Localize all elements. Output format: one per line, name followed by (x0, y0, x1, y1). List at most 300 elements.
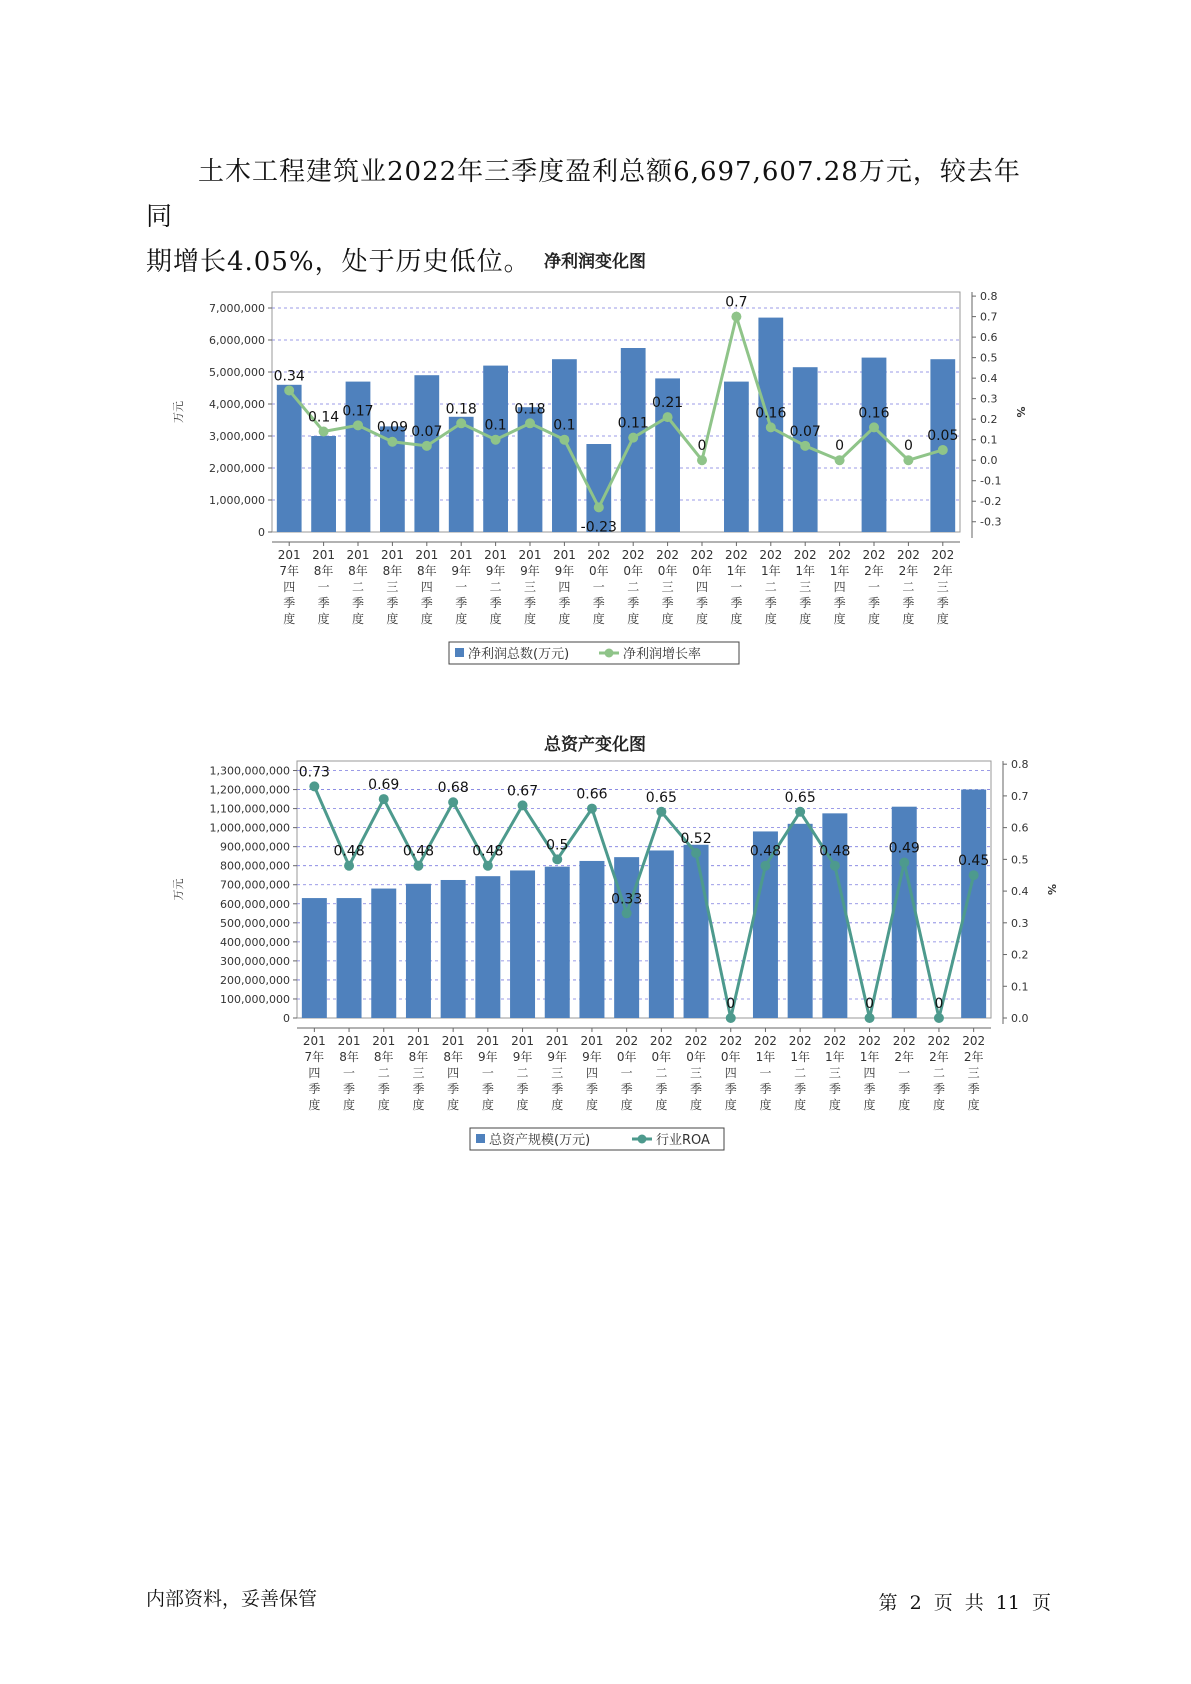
x-tick-label: 度 (898, 1098, 911, 1112)
line-point (413, 861, 423, 871)
line-point (865, 1013, 875, 1023)
x-tick-label: 一 (592, 580, 605, 594)
x-tick-label: 季 (447, 1082, 460, 1096)
y-tick-label: 1,300,000,000 (209, 764, 290, 778)
x-tick-label: 度 (343, 1098, 356, 1112)
x-tick-label: 度 (420, 612, 433, 626)
x-tick-label: 9年 (554, 564, 575, 578)
x-tick-label: 2年 (864, 564, 884, 578)
data-label: 0 (934, 996, 944, 1012)
x-tick-label: 一 (317, 580, 330, 594)
x-tick-label: 1年 (726, 564, 747, 578)
y-tick-label: 800,000,000 (220, 859, 290, 873)
x-tick-label: 度 (308, 1098, 321, 1112)
x-tick-label: 二 (516, 1066, 529, 1080)
y-tick-label: 100,000,000 (220, 992, 290, 1006)
x-tick-label: 度 (523, 612, 537, 626)
line-point (594, 502, 604, 512)
x-tick-label: 季 (551, 1082, 564, 1096)
y-tick-label: 3,000,000 (209, 430, 265, 443)
x-tick-label: 202 (927, 1034, 951, 1048)
x-tick-label: 度 (317, 612, 330, 626)
x-tick-label: 201 (476, 1034, 500, 1048)
x-tick-label: 季 (523, 596, 537, 610)
x-tick-label: 202 (753, 1034, 777, 1048)
x-tick-label: 四 (447, 1066, 460, 1080)
bar (892, 807, 917, 1018)
x-tick-label: 季 (516, 1082, 529, 1096)
x-tick-label: 三 (412, 1066, 425, 1080)
x-tick-label: 三 (661, 580, 674, 594)
x-tick-label: 度 (759, 1098, 772, 1112)
x-tick-label: 季 (655, 1082, 668, 1096)
x-tick-label: 季 (867, 596, 881, 610)
x-tick-label: 二 (351, 580, 365, 594)
line-point (559, 435, 569, 445)
y2-tick-label: 0.3 (980, 392, 998, 406)
x-tick-label: 四 (695, 580, 709, 594)
line-point (422, 441, 432, 451)
x-tick-label: 度 (551, 1098, 564, 1112)
summary-line-2: 期增长4.05%，处于历史低位。 (146, 247, 531, 277)
x-tick-label: 四 (585, 1066, 598, 1080)
x-tick-label: 季 (620, 1082, 633, 1096)
x-tick-label: 9年 (512, 1050, 533, 1064)
x-tick-label: 202 (690, 548, 714, 562)
y2-tick-label: 0.0 (1011, 1012, 1029, 1025)
bar (311, 436, 336, 532)
data-label: 0.1 (484, 417, 507, 434)
y2-tick-label: 0.0 (980, 454, 998, 468)
data-label: 0 (726, 996, 736, 1012)
x-tick-label: 8年 (416, 564, 437, 578)
x-tick-label: 2年 (932, 564, 953, 578)
line-point (309, 781, 319, 791)
x-tick-label: 201 (484, 548, 508, 562)
x-tick-label: 1年 (790, 1050, 810, 1064)
x-tick-label: 9年 (451, 564, 472, 578)
data-label: 0.48 (819, 843, 851, 860)
line-point (344, 861, 354, 871)
footer-page-number: 第 2 页 共 11 页 (878, 1592, 1051, 1614)
x-tick-label: 二 (764, 580, 777, 594)
x-tick-label: 季 (351, 596, 365, 610)
bar (724, 382, 749, 532)
x-tick-label: 一 (898, 1066, 911, 1080)
bar (475, 876, 500, 1018)
x-tick-label: 四 (724, 1066, 737, 1080)
x-tick-label: 季 (412, 1082, 425, 1096)
bar (552, 359, 577, 532)
y2-tick-label: 0.2 (1011, 948, 1029, 962)
data-label: 0 (697, 438, 707, 455)
data-label: 0 (835, 438, 845, 455)
footer-confidential: 内部资料，妥善保管 (146, 1588, 318, 1610)
x-tick-label: 度 (655, 1098, 668, 1112)
line-point (969, 870, 979, 880)
x-tick-label: 季 (932, 1082, 945, 1096)
x-tick-label: 度 (932, 1098, 945, 1112)
x-tick-label: 一 (481, 1066, 494, 1080)
x-tick-label: 季 (317, 596, 330, 610)
x-tick-label: 季 (967, 1082, 980, 1096)
x-tick-label: 三 (551, 1066, 564, 1080)
data-label: 0.66 (576, 786, 608, 803)
x-tick-label: 度 (455, 612, 468, 626)
line-point (766, 422, 776, 432)
x-tick-label: 度 (794, 1098, 807, 1112)
line-point (938, 445, 948, 455)
line-point (830, 861, 840, 871)
data-label: 0.5 (546, 837, 569, 854)
data-label: 0.18 (445, 401, 477, 418)
x-tick-label: 202 (858, 1034, 882, 1048)
x-tick-label: 度 (351, 612, 365, 626)
x-tick-label: 季 (833, 596, 846, 610)
x-tick-label: 季 (936, 596, 949, 610)
line-point (518, 800, 528, 810)
legend-bar-swatch (476, 1134, 485, 1143)
x-tick-label: 度 (516, 1098, 529, 1112)
x-tick-label: 8年 (408, 1050, 429, 1064)
x-tick-label: 度 (412, 1098, 425, 1112)
x-tick-label: 度 (695, 612, 709, 626)
x-tick-label: 202 (793, 548, 817, 562)
legend-line-label: 净利润增长率 (623, 647, 702, 662)
x-tick-label: 四 (283, 580, 296, 594)
x-tick-label: 季 (343, 1082, 356, 1096)
x-tick-label: 季 (558, 596, 571, 610)
x-tick-label: 2年 (894, 1050, 915, 1064)
y-tick-label: 1,000,000,000 (209, 821, 290, 835)
x-tick-label: 度 (967, 1098, 980, 1112)
x-tick-label: 三 (936, 580, 949, 594)
bar (406, 884, 431, 1018)
x-tick-label: 201 (511, 1034, 535, 1048)
y-tick-label: 200,000,000 (220, 973, 290, 987)
chart-title: 总资产变化图 (544, 735, 646, 755)
x-tick-label: 201 (552, 548, 576, 562)
y2-tick-label: -0.3 (980, 515, 1002, 529)
y2-tick-label: 0.3 (1011, 916, 1029, 930)
x-tick-label: 度 (764, 612, 777, 626)
y2-axis-title: % (1014, 406, 1027, 418)
y2-tick-label: 0.4 (980, 372, 998, 386)
legend-line-label: 行业ROA (656, 1133, 710, 1148)
x-tick-label: 1年 (825, 1050, 845, 1064)
x-tick-label: 202 (615, 1034, 639, 1048)
plot-frame (272, 292, 960, 532)
x-tick-label: 度 (730, 612, 743, 626)
line-point (628, 433, 638, 443)
x-tick-label: 季 (627, 596, 640, 610)
data-label: 0.33 (611, 891, 643, 908)
x-tick-label: 0年 (686, 1050, 706, 1064)
y2-tick-label: -0.2 (980, 495, 1002, 509)
x-tick-label: 季 (308, 1082, 321, 1096)
data-label: 0.45 (958, 853, 990, 870)
line-point (319, 426, 329, 436)
chart-title: 净利润变化图 (544, 252, 646, 272)
bar (371, 889, 396, 1018)
data-label: 0.73 (298, 764, 330, 781)
data-label: 0.05 (927, 427, 959, 444)
x-tick-label: 202 (931, 548, 955, 562)
x-tick-label: 7年 (304, 1050, 325, 1064)
line-point (656, 807, 666, 817)
line-point (622, 908, 632, 918)
x-tick-label: 201 (380, 548, 404, 562)
x-tick-label: 四 (863, 1066, 876, 1080)
line-point (387, 437, 397, 447)
x-tick-label: 1年 (760, 564, 781, 578)
y2-tick-label: 0.8 (980, 290, 998, 304)
x-tick-label: 202 (724, 548, 748, 562)
x-tick-label: 201 (441, 1034, 465, 1048)
data-label: 0.18 (514, 401, 546, 418)
x-tick-label: 一 (867, 580, 881, 594)
bar (449, 417, 474, 532)
x-tick-label: 度 (833, 612, 846, 626)
y-axis-title: 万元 (172, 878, 185, 901)
y-tick-label: 6,000,000 (209, 334, 265, 347)
x-tick-label: 9年 (582, 1050, 602, 1064)
x-tick-label: 度 (386, 612, 399, 626)
line-point (456, 418, 466, 428)
x-tick-label: 201 (406, 1034, 430, 1048)
y2-axis-title: % (1045, 883, 1058, 896)
bar (862, 358, 887, 532)
x-tick-label: 一 (759, 1066, 772, 1080)
x-tick-label: 202 (656, 548, 680, 562)
x-tick-label: 四 (558, 580, 571, 594)
summary-line-1: 土木工程建筑业2022年三季度盈利总额6,697,607.28万元，较去年同 (146, 157, 1021, 232)
y-tick-label: 500,000,000 (220, 916, 290, 930)
y2-tick-label: 0.1 (1011, 980, 1029, 994)
data-label: 0 (865, 996, 875, 1012)
x-tick-label: 201 (518, 548, 542, 562)
data-label: 0.65 (784, 789, 816, 806)
x-tick-label: 8年 (313, 564, 334, 578)
line-point (726, 1013, 736, 1023)
x-tick-label: 0年 (651, 1050, 672, 1064)
data-label: 0.65 (645, 789, 677, 806)
data-label: 0.09 (376, 419, 408, 436)
x-tick-label: 201 (312, 548, 336, 562)
x-tick-label: 0年 (720, 1050, 741, 1064)
x-tick-label: 度 (489, 612, 502, 626)
x-tick-label: 201 (580, 1034, 604, 1048)
y2-tick-label: 0.6 (980, 331, 998, 345)
bar (684, 845, 709, 1018)
data-label: 0.49 (888, 840, 920, 857)
bar (649, 850, 674, 1018)
x-tick-label: 季 (695, 596, 709, 610)
y-tick-label: 0 (283, 1012, 290, 1025)
line-point (691, 848, 701, 858)
y-tick-label: 1,000,000 (209, 494, 265, 507)
y-tick-label: 7,000,000 (209, 302, 265, 315)
x-tick-label: 201 (346, 548, 370, 562)
x-tick-label: 二 (489, 580, 502, 594)
x-tick-label: 度 (902, 612, 915, 626)
x-tick-label: 三 (523, 580, 537, 594)
x-tick-label: 二 (377, 1066, 390, 1080)
line-point (731, 312, 741, 322)
x-tick-label: 季 (898, 1082, 911, 1096)
x-tick-label: 度 (481, 1098, 494, 1112)
y-tick-label: 300,000,000 (220, 954, 290, 968)
data-label: 0.48 (749, 843, 782, 860)
x-tick-label: 度 (863, 1098, 876, 1112)
legend-bar-swatch (455, 648, 464, 657)
bar (579, 861, 604, 1018)
data-label: 0.7 (725, 294, 748, 311)
legend-bar-label: 净利润总数(万元) (468, 647, 570, 662)
x-tick-label: 1年 (829, 564, 850, 578)
x-tick-label: 度 (620, 1098, 633, 1112)
x-tick-label: 二 (627, 580, 640, 594)
y2-tick-label: 0.1 (980, 433, 998, 447)
x-tick-label: 一 (343, 1066, 356, 1080)
x-tick-label: 四 (833, 580, 846, 594)
x-tick-label: 度 (627, 612, 640, 626)
x-tick-label: 0年 (623, 564, 644, 578)
x-tick-label: 度 (585, 1098, 598, 1112)
x-tick-label: 三 (386, 580, 399, 594)
y2-tick-label: -0.1 (980, 474, 1002, 488)
total-assets-chart (170, 735, 1058, 1230)
x-tick-label: 0年 (588, 564, 609, 578)
x-tick-label: 季 (481, 1082, 494, 1096)
y2-tick-label: 0.7 (1011, 789, 1029, 803)
x-tick-label: 度 (377, 1098, 390, 1112)
data-label: 0.67 (506, 783, 539, 800)
x-tick-label: 8年 (373, 1050, 394, 1064)
x-tick-label: 202 (719, 1034, 743, 1048)
line-point (525, 418, 535, 428)
data-label: 0.07 (411, 423, 443, 440)
data-label: 0.16 (858, 405, 890, 422)
line-point (587, 804, 597, 814)
x-tick-label: 度 (447, 1098, 460, 1112)
line-point (899, 858, 909, 868)
y-tick-label: 1,200,000,000 (209, 783, 290, 797)
line-point (491, 435, 501, 445)
x-tick-label: 季 (828, 1082, 841, 1096)
legend-line-marker (605, 649, 614, 658)
x-tick-label: 季 (863, 1082, 876, 1096)
y-tick-label: 600,000,000 (220, 897, 290, 911)
x-tick-label: 2年 (929, 1050, 949, 1064)
line-point (379, 794, 389, 804)
line-point (284, 385, 294, 395)
x-tick-label: 1年 (859, 1050, 880, 1064)
x-tick-label: 季 (592, 596, 605, 610)
y2-tick-label: 0.4 (1011, 885, 1029, 899)
data-label: 0.16 (755, 405, 787, 422)
data-label: 0 (903, 438, 913, 455)
y2-tick-label: 0.8 (1011, 758, 1029, 772)
line-point (760, 861, 770, 871)
data-label: 0.11 (617, 415, 649, 432)
plot-frame (297, 761, 991, 1018)
y-tick-label: 5,000,000 (209, 366, 265, 379)
y2-tick-label: 0.5 (980, 351, 998, 365)
x-tick-label: 202 (828, 548, 852, 562)
x-tick-label: 202 (788, 1034, 812, 1048)
y2-tick-label: 0.5 (1011, 853, 1029, 867)
x-tick-label: 8年 (443, 1050, 463, 1064)
x-tick-label: 7年 (279, 564, 300, 578)
x-tick-label: 8年 (382, 564, 403, 578)
x-tick-label: 202 (962, 1034, 986, 1048)
x-tick-label: 201 (302, 1034, 326, 1048)
x-tick-label: 季 (420, 596, 433, 610)
x-tick-label: 201 (415, 548, 439, 562)
y2-tick-label: 0.6 (1011, 821, 1029, 835)
x-tick-label: 0年 (657, 564, 678, 578)
line-point (869, 422, 879, 432)
x-tick-label: 度 (724, 1098, 737, 1112)
x-tick-label: 202 (896, 548, 920, 562)
line-point (483, 861, 493, 871)
x-tick-label: 季 (902, 596, 915, 610)
x-tick-label: 三 (828, 1066, 841, 1080)
x-tick-label: 季 (759, 1082, 772, 1096)
x-tick-label: 8年 (348, 564, 368, 578)
bar (614, 857, 639, 1018)
x-tick-label: 季 (794, 1082, 807, 1096)
x-tick-label: 三 (690, 1066, 703, 1080)
y-tick-label: 4,000,000 (209, 398, 265, 411)
y2-tick-label: 0.7 (980, 310, 998, 324)
x-tick-label: 0年 (616, 1050, 637, 1064)
x-tick-label: 四 (420, 580, 433, 594)
bar (441, 880, 466, 1018)
x-tick-label: 202 (862, 548, 886, 562)
x-tick-label: 9年 (547, 1050, 568, 1064)
x-tick-label: 202 (587, 548, 611, 562)
line-point (663, 412, 673, 422)
x-tick-label: 二 (794, 1066, 807, 1080)
x-tick-label: 季 (489, 596, 502, 610)
y-tick-label: 2,000,000 (209, 462, 265, 475)
x-tick-label: 2年 (963, 1050, 984, 1064)
x-tick-label: 9年 (478, 1050, 498, 1064)
x-tick-label: 季 (724, 1082, 737, 1096)
x-tick-label: 季 (455, 596, 468, 610)
y-axis-title: 万元 (172, 401, 185, 423)
y-tick-label: 700,000,000 (220, 878, 290, 892)
data-label: -0.23 (580, 519, 617, 536)
y-tick-label: 900,000,000 (220, 840, 290, 854)
bar (414, 375, 439, 532)
x-tick-label: 202 (892, 1034, 916, 1048)
y-tick-label: 1,100,000,000 (209, 802, 290, 816)
x-tick-label: 1年 (795, 564, 816, 578)
x-tick-label: 201 (337, 1034, 361, 1048)
line-point (795, 807, 805, 817)
line-point (800, 441, 810, 451)
x-tick-label: 202 (684, 1034, 708, 1048)
x-tick-label: 1年 (755, 1050, 776, 1064)
x-tick-label: 度 (828, 1098, 841, 1112)
data-label: 0.34 (273, 368, 305, 385)
x-tick-label: 度 (283, 612, 296, 626)
legend-bar-label: 总资产规模(万元) (489, 1133, 591, 1148)
line-point (835, 455, 845, 465)
